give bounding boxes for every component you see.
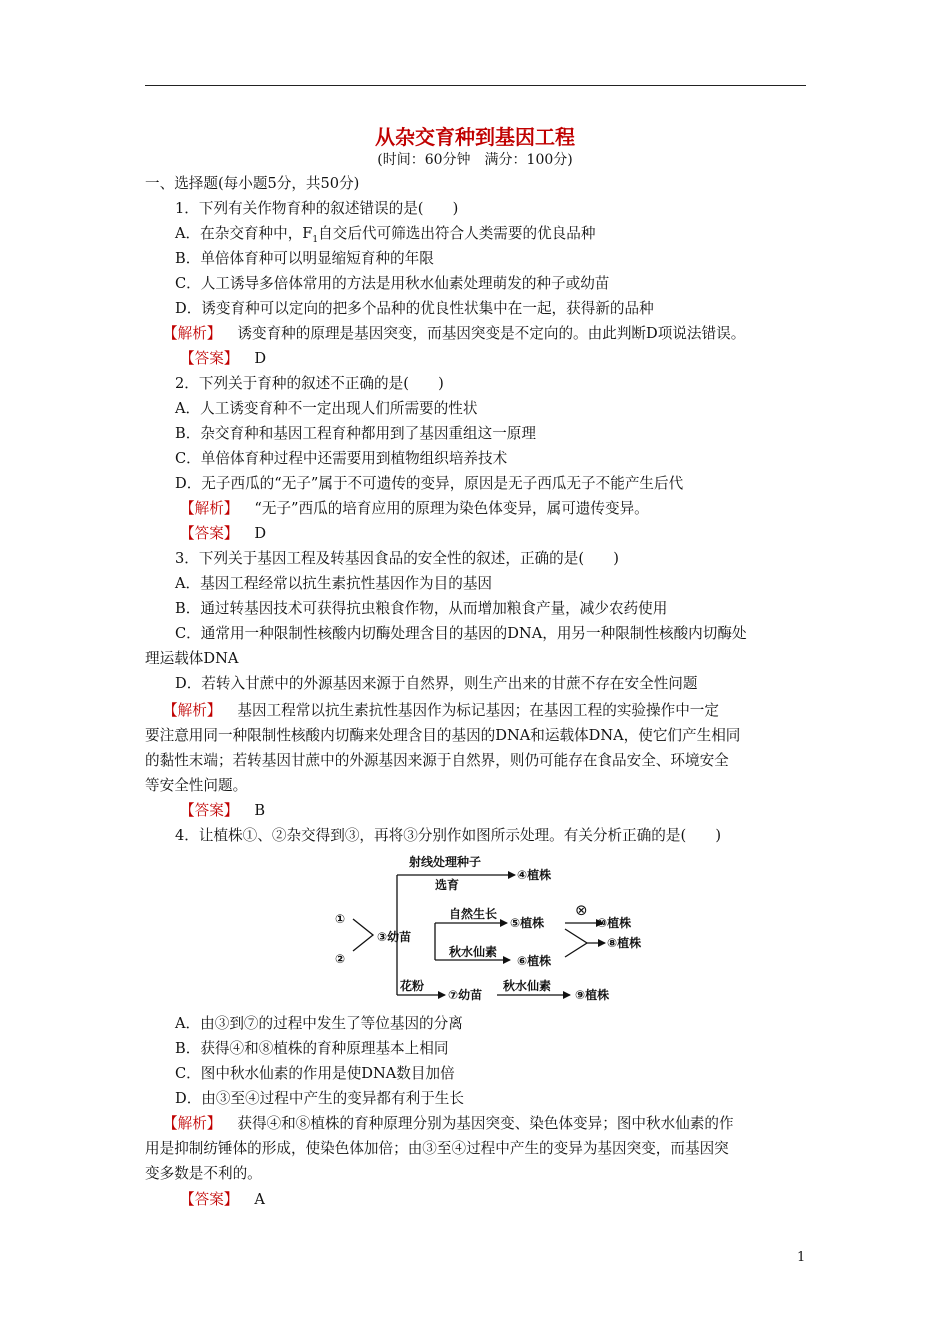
q4-option-c: C．图中秋水仙素的作用是使DNA数目加倍 [175, 1065, 455, 1082]
q3-analysis-line2: 要注意用同一种限制性核酸内切酶来处理含目的基因的DNA和运载体DNA，使它们产生相同 [145, 727, 741, 744]
header-rule [145, 85, 806, 86]
q2-answer: 【答案】 D [180, 525, 267, 542]
breeding-flow-diagram [325, 855, 665, 1010]
diagram-seedling-3: ③幼苗 [377, 930, 412, 944]
diagram-pollen-label: 花粉 [400, 979, 425, 993]
q1-option-d: D．诱变育种可以定向的把多个品种的优良性状集中在一起，获得新的品种 [175, 300, 654, 317]
q2-stem: 2．下列关于育种的叙述不正确的是( ) [175, 375, 444, 392]
q4-analysis-line1: 【解析】 获得④和⑧植株的育种原理分别为基因突变、染色体变异；图中秋水仙素的作 [163, 1115, 734, 1132]
q3-analysis-line1: 【解析】 基因工程常以抗生素抗性基因作为标记基因；在基因工程的实验操作中一定 [163, 702, 719, 719]
q1-option-c: C．人工诱导多倍体常用的方法是用秋水仙素处理萌发的种子或幼苗 [175, 275, 610, 292]
diagram-colchicine-label-2: 秋水仙素 [503, 979, 552, 993]
q3-option-a: A．基因工程经常以抗生素抗性基因作为目的基因 [175, 575, 493, 592]
diagram-plant-6: ⑥植株 [517, 954, 552, 968]
diagram-plant-8: ⑧植株 [607, 936, 642, 950]
q4-analysis-line3: 变多数是不利的。 [145, 1165, 262, 1182]
q4-answer: 【答案】 A [180, 1191, 265, 1208]
diagram-parent-1: ① [335, 912, 346, 926]
q3-stem: 3．下列关于基因工程及转基因食品的安全性的叙述，正确的是( ) [175, 550, 619, 567]
diagram-plant-5: ⑤植株 [510, 916, 545, 930]
q4-option-d: D．由③至④过程中产生的变异都有利于生长 [175, 1090, 464, 1107]
q3-answer: 【答案】 B [180, 802, 266, 819]
q1-option-b: B．单倍体育种可以明显缩短育种的年限 [175, 250, 434, 267]
q2-option-b: B．杂交育种和基因工程育种都用到了基因重组这一原理 [175, 425, 536, 442]
q4-stem: 4．让植株①、②杂交得到③，再将③分别作如图所示处理。有关分析正确的是( ) [175, 827, 722, 844]
diagram-plant-4: ④植株 [517, 868, 552, 882]
q3-option-d: D．若转入甘蔗中的外源基因来源于自然界，则生产出来的甘蔗不存在安全性问题 [175, 675, 698, 692]
section-heading: 一、选择题(每小题5分，共50分) [145, 175, 360, 192]
q1-analysis: 【解析】 诱变育种的原理是基因突变，而基因突变是不定向的。由此判断D项说法错误。 [163, 325, 746, 342]
q1-option-a: A．在杂交育种中，$F_1$自交后代可筛选出符合人类需要的优良品种 [175, 225, 596, 245]
q2-analysis: 【解析】 “无子”西瓜的培育应用的原理为染色体变异，属可遗传变异。 [180, 500, 649, 517]
q2-option-c: C．单倍体育种过程中还需要用到植物组织培养技术 [175, 450, 508, 467]
q4-analysis-line2: 用是抑制纺锤体的形成，使染色体加倍；由③至④过程中产生的变异为基因突变，而基因突 [145, 1140, 729, 1157]
q1-stem: 1．下列有关作物育种的叙述错误的是( ) [175, 200, 459, 217]
page-title: 从杂交育种到基因工程 [375, 125, 575, 149]
diagram-ray-label: 射线处理种子 [409, 855, 482, 869]
page-number: 1 [797, 1250, 806, 1265]
diagram-selfing-symbol: ⊗ [575, 901, 588, 919]
q3-analysis-line3: 的黏性末端；若转基因甘蔗中的外源基因来源于自然界，则仍可能存在食品安全、环境安全 [145, 752, 729, 769]
time-score-note: (时间：60分钟 满分：100分) [377, 152, 573, 168]
q2-option-a: A．人工诱变育种不一定出现人们所需要的性状 [175, 400, 478, 417]
q4-option-a: A．由③到⑦的过程中发生了等位基因的分离 [175, 1015, 463, 1032]
q1-answer: 【答案】 D [180, 350, 267, 367]
q3-option-b: B．通过转基因技术可获得抗虫粮食作物，从而增加粮食产量，减少农药使用 [175, 600, 668, 617]
diagram-parent-2: ② [335, 952, 346, 966]
q3-option-c-line1: C．通常用一种限制性核酸内切酶处理含目的基因的DNA，用另一种限制性核酸内切酶处 [175, 625, 747, 642]
diagram-seedling-7: ⑦幼苗 [448, 988, 483, 1002]
q3-option-c-line2: 理运载体DNA [145, 650, 239, 667]
diagram-plant-10: ⑩植株 [597, 916, 632, 930]
q4-option-b: B．获得④和⑧植株的育种原理基本上相同 [175, 1040, 449, 1057]
diagram-colchicine-label-1: 秋水仙素 [449, 945, 498, 959]
q2-option-d: D．无子西瓜的“无子”属于不可遗传的变异，原因是无子西瓜无子不能产生后代 [175, 475, 684, 492]
diagram-natural-label: 自然生长 [449, 907, 498, 921]
diagram-plant-9: ⑨植株 [575, 988, 610, 1002]
q3-analysis-line4: 等安全性问题。 [145, 777, 248, 794]
diagram-select-label: 选育 [435, 878, 460, 892]
